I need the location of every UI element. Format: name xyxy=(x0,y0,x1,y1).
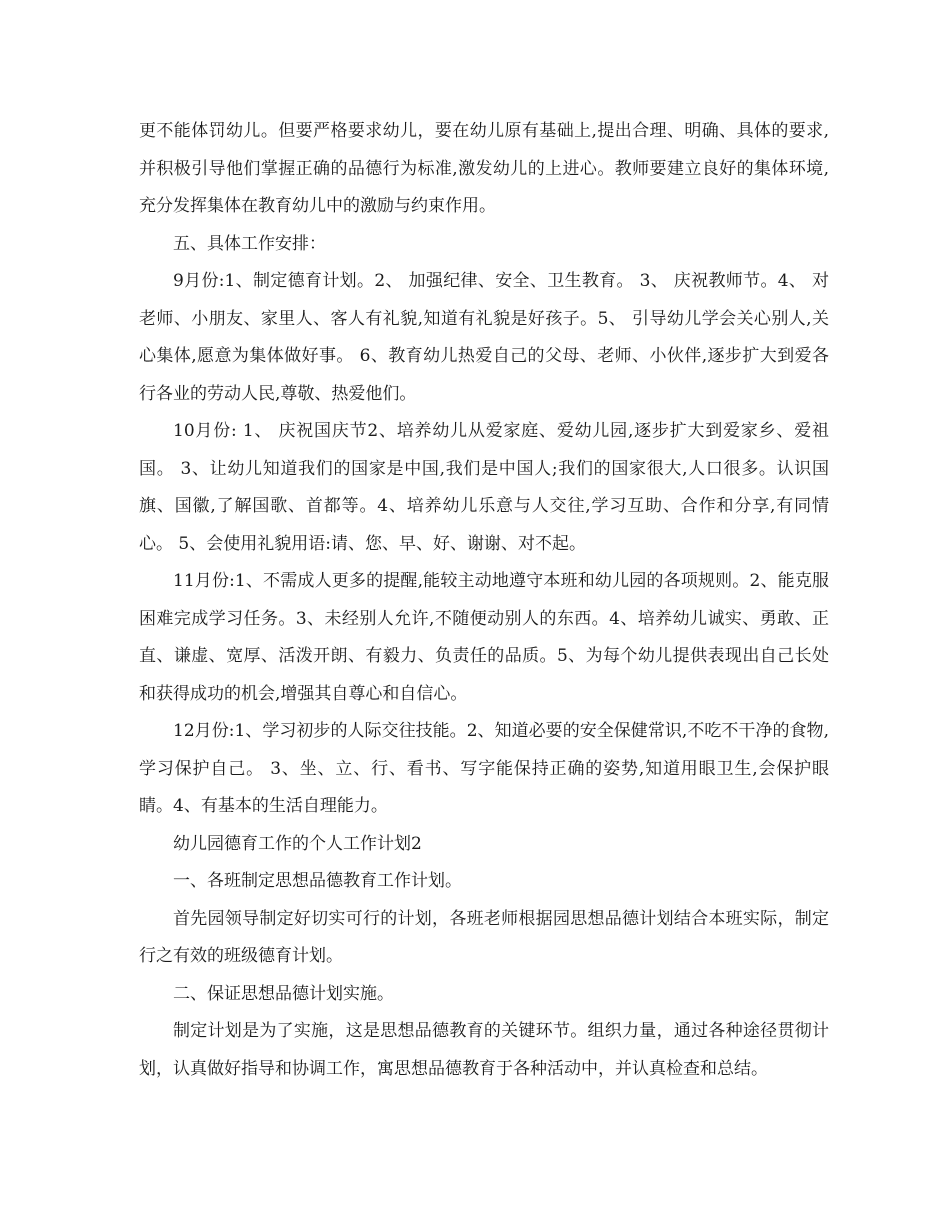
section-heading-work-arrangement: 五、具体工作安排： xyxy=(173,233,326,254)
section-heading-class-plans: 一、各班制定思想品德教育工作计划。 xyxy=(173,871,462,891)
document-subtitle-plan-2: 幼儿园德育工作的个人工作计划2 xyxy=(173,833,422,854)
document-body xyxy=(139,113,829,1088)
paragraph-class-plans: 首先园领导制定好切实可行的计划，各班老师根据园思想品德计划结合本班实际，制定行之有效的班级德育计划。 xyxy=(139,908,829,966)
paragraph-discipline-requirements: 更不能体罚幼儿。但要严格要求幼儿，要在幼儿原有基础上,提出合理、明确、具体的要求,并积极引导他们掌握正确的品德行为标准,激发幼儿的上进心。教师要建立良好的集体环境,充分发挥集体在教育幼儿中的激励与约束作用。 xyxy=(139,121,829,216)
paragraph-december-plan: 12月份:1、学习初步的人际交往技能。2、知道必要的安全保健常识,不吃不干净的食物,学习保护自己。 3、坐、立、行、看书、写字能保持正确的姿势,知道用眼卫生,会保护眼睛。4、有基本的生活自理能力。 xyxy=(139,721,829,816)
paragraph-september-plan: 9月份:1、制定德育计划。2、 加强纪律、安全、卫生教育。 3、 庆祝教师节。4、 对老师、小朋友、家里人、客人有礼貌,知道有礼貌是好孩子。5、 引导幼儿学会关心别人,关心集体,愿意为集体做好事。 6、教育幼儿热爱自己的父母、老师、小伙伴,逐步扩大到爱各行各业的劳动人民,尊敬、热爱他们。 xyxy=(139,271,829,404)
paragraph-november-plan: 11月份:1、不需成人更多的提醒,能较主动地遵守本班和幼儿园的各项规则。2、能克服困难完成学习任务。3、未经别人允许,不随便动别人的东西。4、培养幼儿诚实、勇敢、正直、谦虚、宽厚、活泼开朗、有毅力、负责任的品质。5、为每个幼儿提供表现出自己长处和获得成功的机会,增强其自尊心和自信心。 xyxy=(139,571,829,704)
paragraph-plan-implementation: 制定计划是为了实施，这是思想品德教育的关键环节。组织力量，通过各种途径贯彻计划，认真做好指导和协调工作，寓思想品德教育于各种活动中，并认真检查和总结。 xyxy=(139,1021,829,1079)
paragraph-october-plan: 10月份: 1、 庆祝国庆节2、培养幼儿从爱家庭、爱幼儿园,逐步扩大到爱家乡、爱祖国。 3、让幼儿知道我们的国家是中国,我们是中国人;我们的国家很大,人口很多。认识国旗、国徽,了解国歌、首都等。4、培养幼儿乐意与人交往,学习互助、合作和分享,有同情心。 5、会使用礼貌用语:请、您、早、好、谢谢、对不起。 xyxy=(139,421,829,554)
section-heading-plan-implementation: 二、保证思想品德计划实施。 xyxy=(173,983,394,1004)
